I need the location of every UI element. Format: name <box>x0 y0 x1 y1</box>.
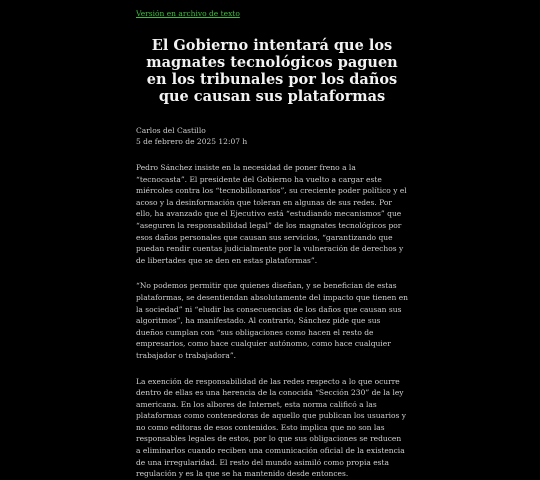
article-container <box>136 0 408 480</box>
article-paragraph: “No podemos permitir que quienes diseñan, y se benefician de estas plataformas, se desentiendan absolutamente del impacto que tienen en la sociedad” ni “eludir las consecuencias de los daños que causan sus algoritmos”, ha manifestado. Al contrario, Sánchez pide que sus dueños cumplan con “sus obligaciones como hacen el resto de empresarios, como hace cualquier autónomo, como hace cualquier trabajador o trabajadora”. <box>136 281 408 360</box>
article-paragraph: La exención de responsabilidad de las redes respecto a lo que ocurre dentro de ellas es una herencia de la conocida “Sección 230” de la ley americana. En los albores de Internet, esta norma calificó a las plataformas como contenedoras de aquello que publican los usuarios y no como editoras de esos contenidos. Esto implica que no son las responsables legales de estos, por lo que sus obligaciones se reducen a eliminarlos cuando reciben una comunicación oficial de la existencia de una irregularidad. El resto del mundo asimiló como propia esta regulación y es la que se ha mantenido desde entonces. <box>136 376 406 479</box>
article-title: El Gobierno intentará que los magnates tecnológicos paguen en los tribunales por los daños que causan sus plataformas <box>146 37 398 105</box>
byline <box>136 125 408 147</box>
article-body <box>136 162 408 480</box>
publish-date: 5 de febrero de 2025 12:07 h <box>136 137 248 146</box>
article-paragraph: Pedro Sánchez insiste en la necesidad de poner freno a la “tecnocasta”. El presidente del Gobierno ha vuelto a cargar este miércoles contra los “tecnobillonarios”, su creciente poder político y el acoso y la desinformación que toleran en algunas de sus redes. Por ello, ha avanzado que el Ejecutivo está “estudiando mecanismos” que “aseguren la responsabilidad legal” de los magnates tecnológicos por esos daños personales que causan sus servicios, “garantizando que puedan rendir cuentas judicialmente por la vulneración de derechos y de libertades que se den en estas plataformas”. <box>136 163 407 265</box>
text-version-link[interactable]: Versión en archivo de texto <box>136 9 240 18</box>
author-name: Carlos del Castillo <box>136 126 206 135</box>
